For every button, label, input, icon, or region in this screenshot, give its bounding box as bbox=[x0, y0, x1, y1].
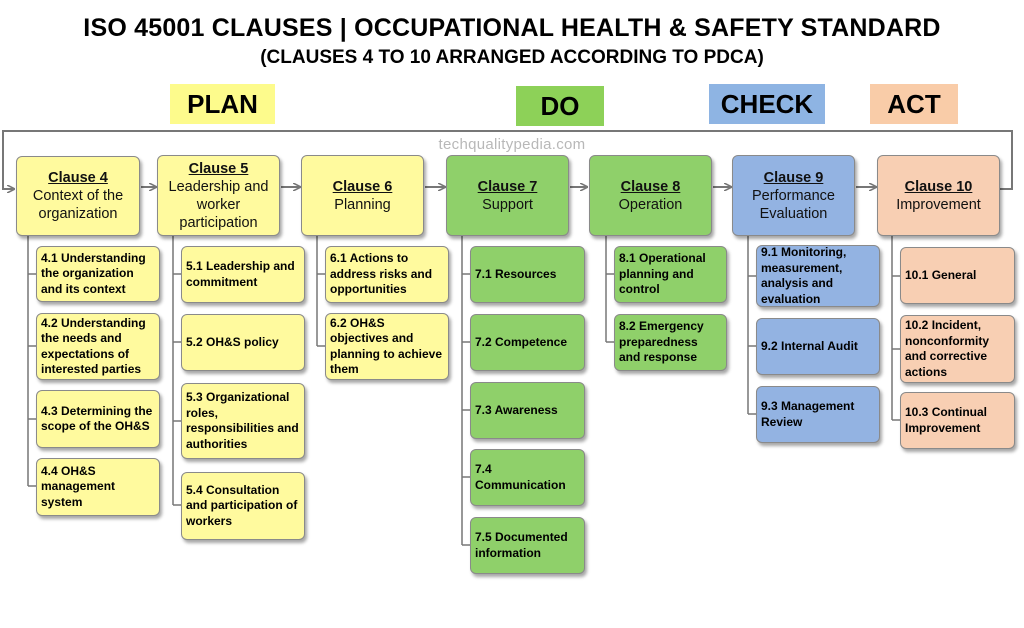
clause-name: Operation bbox=[618, 196, 683, 213]
sub-clause-5-1: 5.1 Leadership and commitment bbox=[181, 246, 305, 303]
sub-clause-8-2: 8.2 Emergency preparedness and response bbox=[614, 314, 727, 371]
clause-number: Clause 5 bbox=[188, 160, 249, 177]
sub-clause-9-1: 9.1 Monitoring, measurement, analysis and evaluation bbox=[756, 245, 880, 307]
sub-clause-5-4: 5.4 Consultation and participation of workers bbox=[181, 472, 305, 540]
phase-act: ACT bbox=[870, 84, 958, 124]
clause-name: Support bbox=[482, 196, 533, 213]
clause-4-box bbox=[16, 156, 140, 236]
clause-name: Improvement bbox=[896, 196, 981, 213]
sub-clause-4-3: 4.3 Determining the scope of the OH&S bbox=[36, 390, 160, 448]
clause-number: Clause 7 bbox=[477, 178, 538, 195]
sub-clause-5-2: 5.2 OH&S policy bbox=[181, 314, 305, 371]
sub-clause-9-3: 9.3 Management Review bbox=[756, 386, 880, 443]
sub-clause-4-2: 4.2 Understanding the needs and expectations of interested parties bbox=[36, 313, 160, 380]
sub-clause-10-2: 10.2 Incident, nonconformity and corrective actions bbox=[900, 315, 1015, 383]
sub-clause-10-1: 10.1 General bbox=[900, 247, 1015, 304]
clause-5-box bbox=[157, 155, 280, 236]
phase-check: CHECK bbox=[709, 84, 825, 124]
sub-clause-4-4: 4.4 OH&S management system bbox=[36, 458, 160, 516]
sub-clause-6-2: 6.2 OH&S objectives and planning to achieve them bbox=[325, 313, 449, 380]
sub-clause-7-3: 7.3 Awareness bbox=[470, 382, 585, 439]
sub-clause-6-1: 6.1 Actions to address risks and opportunities bbox=[325, 246, 449, 303]
clause-number: Clause 6 bbox=[332, 178, 393, 195]
clause-number: Clause 8 bbox=[620, 178, 681, 195]
phase-plan: PLAN bbox=[170, 84, 275, 124]
diagram-subtitle: (CLAUSES 4 TO 10 ARRANGED ACCORDING TO PDCA) bbox=[260, 47, 764, 68]
phase-do: DO bbox=[516, 86, 604, 126]
clause-number: Clause 4 bbox=[48, 170, 108, 186]
clause-name: Context of the organization bbox=[32, 188, 124, 222]
sub-clause-4-1: 4.1 Understanding the organization and its context bbox=[36, 246, 160, 302]
sub-clause-10-3: 10.3 Continual Improvement bbox=[900, 392, 1015, 449]
sub-clause-7-4: 7.4 Communication bbox=[470, 449, 585, 506]
sub-clause-8-1: 8.1 Operational planning and control bbox=[614, 246, 727, 303]
clause-number: Clause 10 bbox=[904, 178, 973, 195]
clause-10-box bbox=[877, 155, 1000, 236]
sub-clause-5-3: 5.3 Organizational roles, responsibilities and authorities bbox=[181, 383, 305, 459]
clause-name: Leadership and worker participation bbox=[168, 178, 269, 231]
clause-name: Performance Evaluation bbox=[751, 187, 835, 222]
sub-clause-7-2: 7.2 Competence bbox=[470, 314, 585, 371]
clause-9-box bbox=[732, 155, 855, 236]
clause-7-box bbox=[446, 155, 569, 236]
clause-6-box bbox=[301, 155, 424, 236]
sub-clause-9-2: 9.2 Internal Audit bbox=[756, 318, 880, 375]
clause-name: Planning bbox=[334, 196, 391, 213]
clause-8-box bbox=[589, 155, 712, 236]
diagram-title: ISO 45001 CLAUSES | OCCUPATIONAL HEALTH & SAFETY STANDARD bbox=[83, 14, 941, 42]
clause-number: Clause 9 bbox=[763, 169, 824, 186]
sub-clause-7-1: 7.1 Resources bbox=[470, 246, 585, 303]
sub-clause-7-5: 7.5 Documented information bbox=[470, 517, 585, 574]
watermark: techqualitypedia.com bbox=[438, 136, 586, 153]
